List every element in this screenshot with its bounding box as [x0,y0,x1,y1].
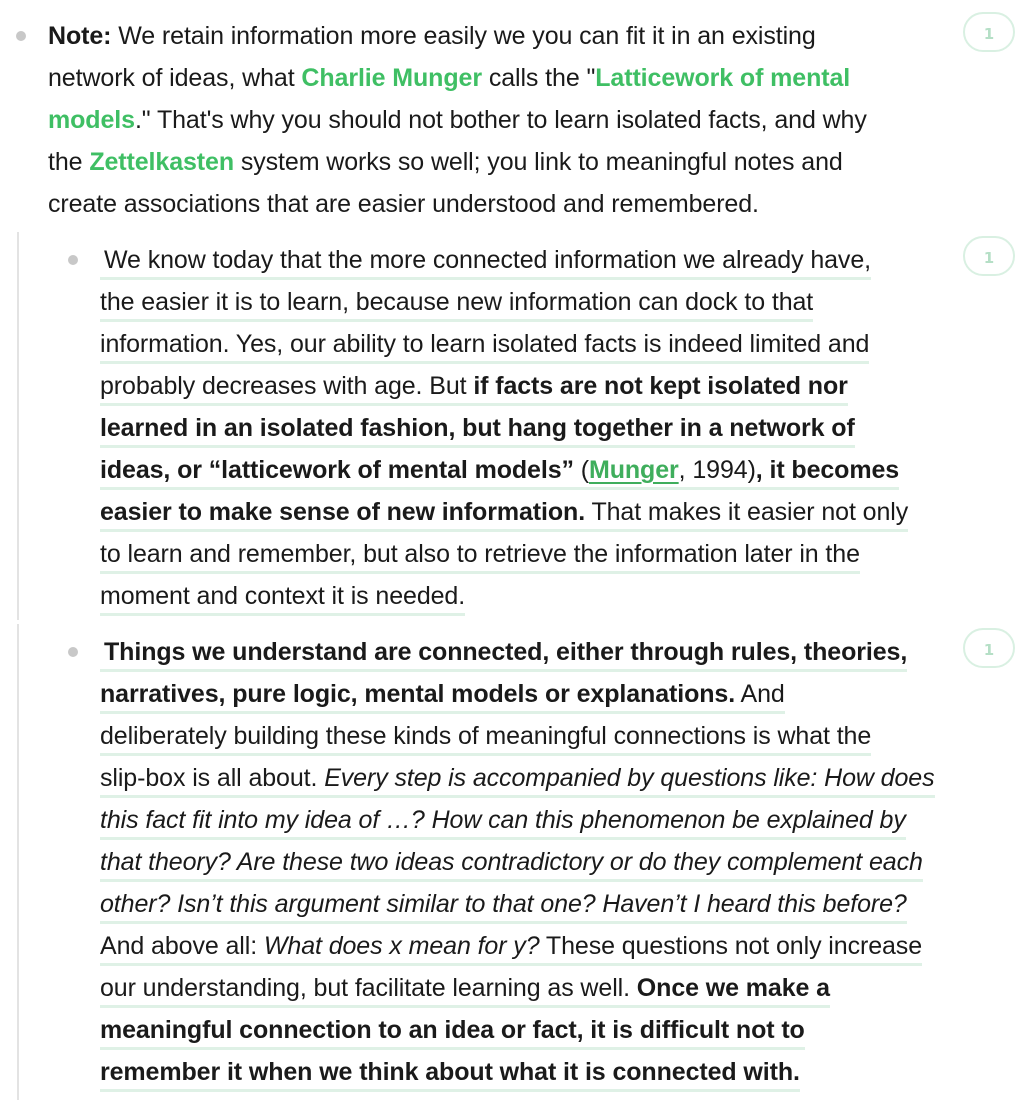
link-zettelkasten[interactable]: Zettelkasten [89,148,234,176]
link-munger-citation[interactable]: Munger [588,456,679,484]
link-latticework-of-mental-models[interactable]: Latticework of mental [595,64,851,92]
bullet-icon[interactable] [16,31,26,41]
note-block [0,0,1031,225]
note-label: Note: [48,22,112,50]
quote-block-1 [0,230,1031,620]
quote-1-text: We know today that the more connected information we already have, the easier it is to learn, because new information can dock to that information. Yes, our ability to learn isolated facts is indeed limited and probably decreases with age. But if facts are not kept isolated nor learned in an isolated fashion, but hang together in a network of ideas, or “latticework of mental models” (Munger, 1994), it becomes easier to make sense of new information. That makes it easier not only to learn and remember, but also to retrieve the information later in the moment and context it is needed. [100,239,908,617]
quote-block-2 [0,622,1031,1110]
reference-count-badge[interactable]: 1 [963,236,1015,276]
reference-count-badge[interactable]: 1 [963,628,1015,668]
link-latticework-of-mental-models-cont[interactable]: models [48,106,135,134]
note-text: Note: We retain information more easily we you can fit it in an existing network of ideas, what Charlie Munger calls the "Latticework of mental models." That's why you should not bother to learn isolated facts, and why the Zettelkasten system works so well; you link to meaningful notes and create associations that are easier understood and remembered. [48,22,867,218]
reference-count-badge[interactable]: 1 [963,12,1015,52]
quote-2-text: Things we understand are connected, either through rules, theories, narratives, pure logic, mental models or explanations. And deliberately building these kinds of meaningful connections is what the slip-box is all about. Every step is accompanied by questions like: How does this fact fit into my idea of …? How can this phenomenon be explained by that theory? Are these two ideas contradictory or do they complement each other? Isn’t this argument similar to that one? Haven’t I heard this before? And above all: What does x mean for y? These questions not only increase our understanding, but facilitate learning as well. Once we make a meaningful connection to an idea or fact, it is difficult not to remember it when we think about what it is connected with. [100,631,935,1093]
bullet-icon[interactable] [68,647,78,657]
bullet-icon[interactable] [68,255,78,265]
link-charlie-munger[interactable]: Charlie Munger [301,64,482,92]
